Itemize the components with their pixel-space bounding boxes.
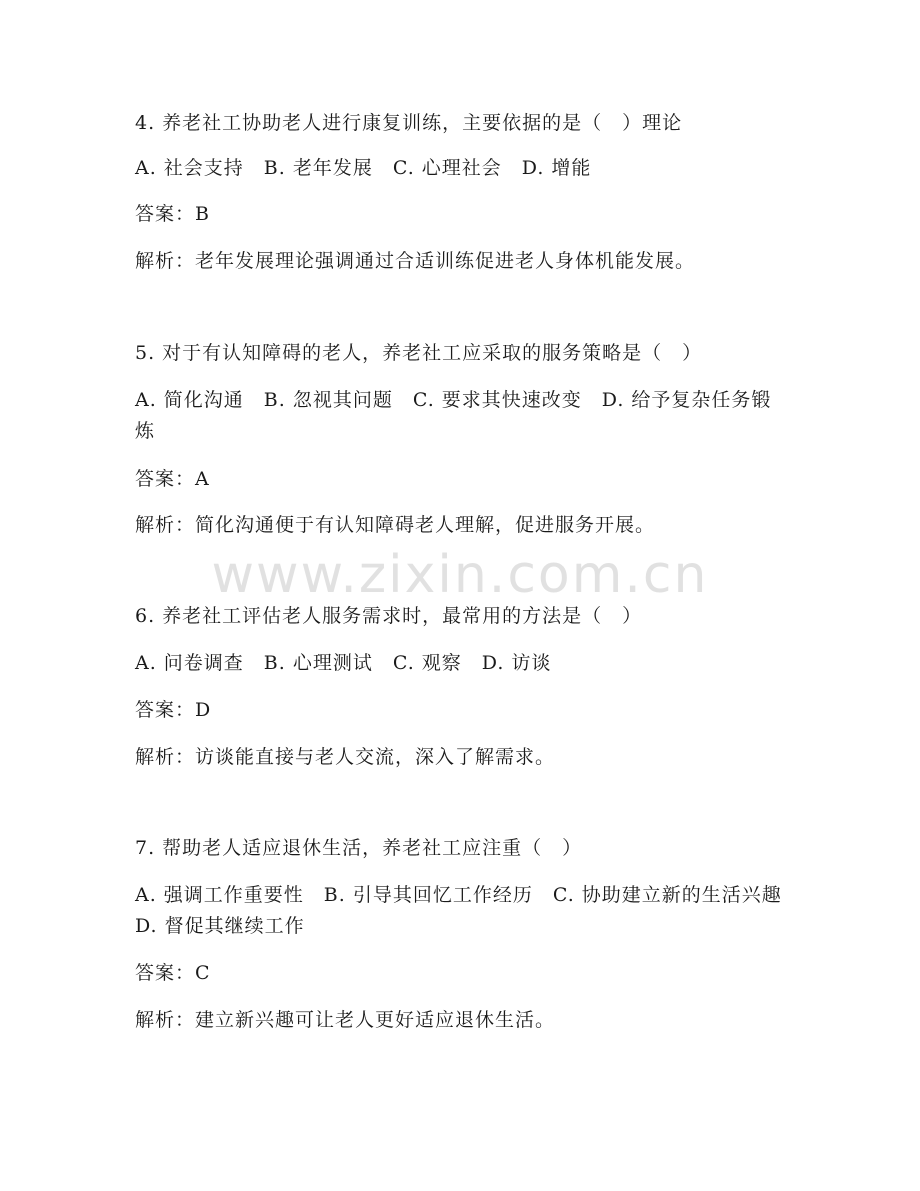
question-7-analysis: 解析：建立新兴趣可让老人更好适应退休生活。 bbox=[135, 1009, 556, 1031]
question-5-options: A. 简化沟通 B. 忽视其问题 C. 要求其快速改变 D. 给予复杂任务锻炼 bbox=[135, 389, 772, 442]
question-5-answer: 答案：A bbox=[135, 468, 210, 490]
question-4-options: A. 社会支持 B. 老年发展 C. 心理社会 D. 增能 bbox=[135, 157, 592, 179]
question-5-text: 5. 对于有认知障碍的老人，养老社工应采取的服务策略是（ ） bbox=[135, 342, 703, 364]
question-7-text: 7. 帮助老人适应退休生活，养老社工应注重（ ） bbox=[135, 837, 583, 859]
question-6-answer: 答案：D bbox=[135, 699, 212, 721]
question-7-options: A. 强调工作重要性 B. 引导其回忆工作经历 C. 协助建立新的生活兴趣 D. 督促其继续工作 bbox=[135, 884, 802, 937]
question-4-text: 4. 养老社工协助老人进行康复训练，主要依据的是（ ）理论 bbox=[135, 112, 683, 134]
question-7-answer: 答案：C bbox=[135, 962, 211, 984]
question-4-analysis: 解析：老年发展理论强调通过合适训练促进老人身体机能发展。 bbox=[135, 250, 696, 272]
question-6-options: A. 问卷调查 B. 心理测试 C. 观察 D. 访谈 bbox=[135, 652, 552, 674]
watermark: www.zixin.com.cn bbox=[211, 545, 709, 605]
question-5-analysis: 解析：简化沟通便于有认知障碍老人理解，促进服务开展。 bbox=[135, 514, 656, 536]
question-4-answer: 答案：B bbox=[135, 203, 210, 225]
question-6-analysis: 解析：访谈能直接与老人交流，深入了解需求。 bbox=[135, 746, 556, 768]
question-6-text: 6. 养老社工评估老人服务需求时，最常用的方法是（ ） bbox=[135, 605, 643, 627]
